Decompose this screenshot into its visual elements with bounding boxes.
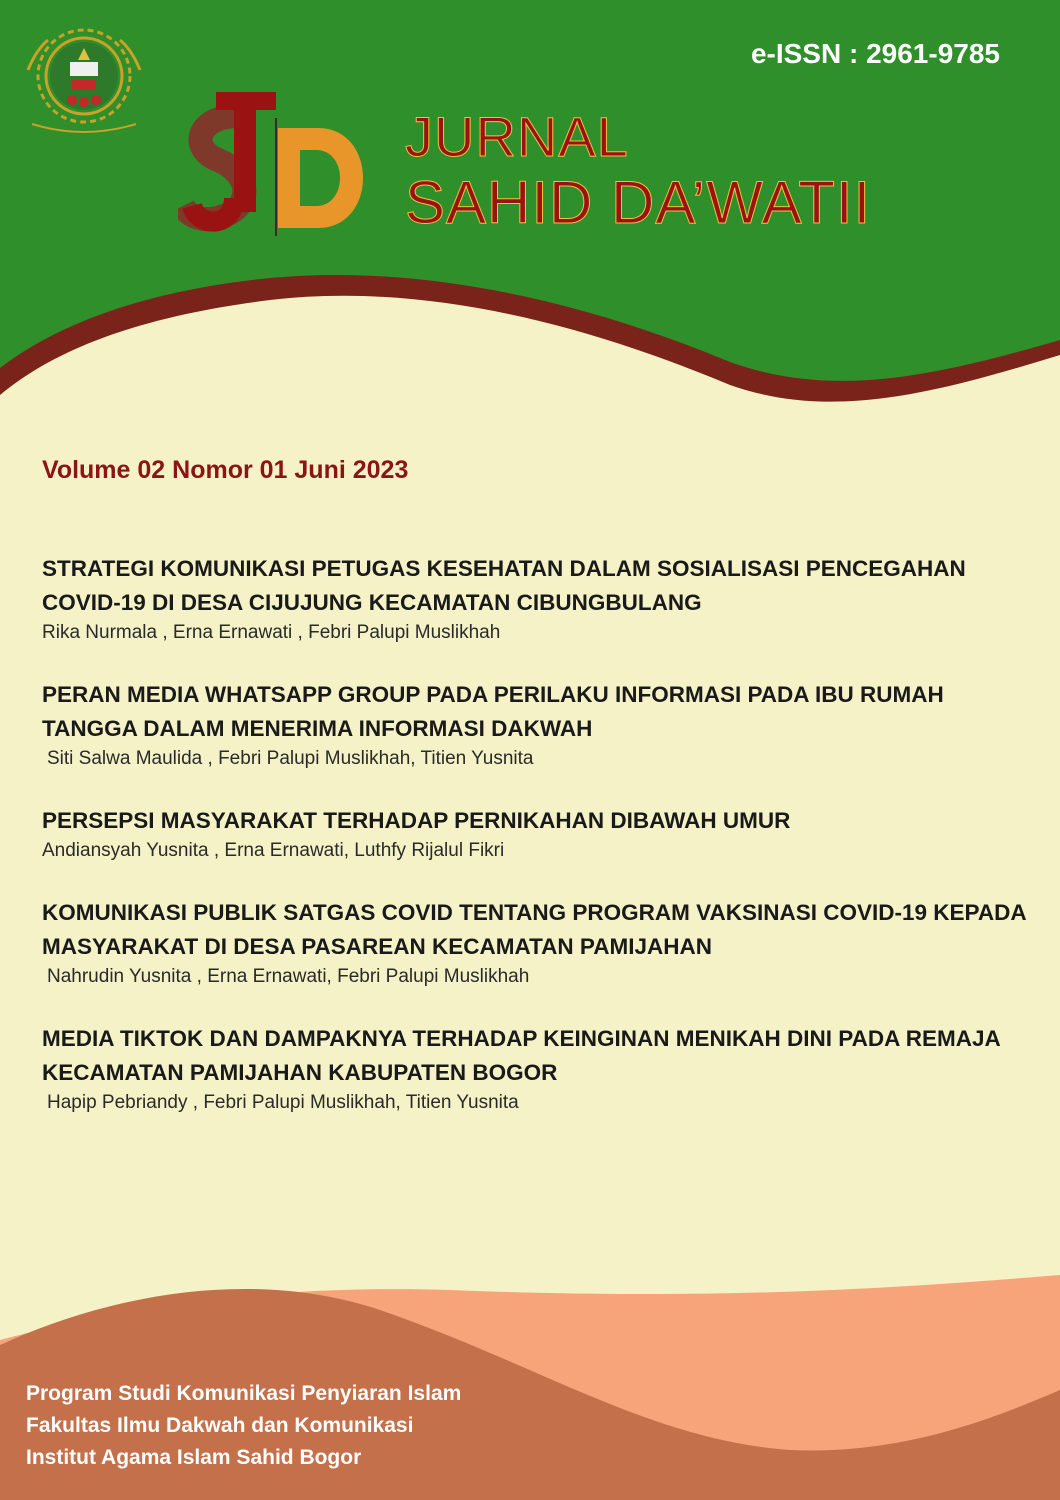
jsd-logo <box>178 88 388 238</box>
article-list <box>42 552 1032 1148</box>
logo-letter-d <box>278 128 363 228</box>
article-title: PERSEPSI MASYARAKAT TERHADAP PERNIKAHAN DIBAWAH UMUR <box>42 808 791 833</box>
journal-name-line1: JURNAL <box>405 105 629 168</box>
issn-label: e-ISSN : 2961-9785 <box>750 38 1000 69</box>
article-title: KOMUNIKASI PUBLIK SATGAS COVID TENTANG PROGRAM VAKSINASI COVID-19 KEPADA MASYARAKAT DI DESA PASAREAN KECAMATAN PAMIJAHAN <box>42 900 1026 959</box>
journal-name-line2: SAHID DA’WATII <box>405 169 872 236</box>
institute-emblem-icon <box>22 20 146 138</box>
article-authors: Hapip Pebriandy , Febri Palupi Muslikhah, Titien Yusnita <box>47 1092 519 1113</box>
article-authors: Andiansyah Yusnita , Erna Ernawati, Luthfy Rijalul Fikri <box>42 840 505 861</box>
publisher-institute: Institut Agama Islam Sahid Bogor <box>26 1446 362 1469</box>
article-item <box>42 678 1032 772</box>
article-item <box>42 552 1032 646</box>
publisher-program: Program Studi Komunikasi Penyiaran Islam <box>26 1382 462 1405</box>
article-item <box>42 804 1032 864</box>
article-title: MEDIA TIKTOK DAN DAMPAKNYA TERHADAP KEINGINAN MENIKAH DINI PADA REMAJA KECAMATAN PAMIJAHAN KABUPATEN BOGOR <box>42 1026 1000 1085</box>
article-authors: Nahrudin Yusnita , Erna Ernawati, Febri Palupi Muslikhah <box>47 966 530 987</box>
article-title: STRATEGI KOMUNIKASI PETUGAS KESEHATAN DALAM SOSIALISASI PENCEGAHAN COVID-19 DI DESA CIJUJUNG KECAMATAN CIBUNGBULANG <box>42 556 966 615</box>
article-item <box>42 1022 1032 1116</box>
article-authors: Rika Nurmala , Erna Ernawati , Febri Palupi Muslikhah <box>42 622 501 643</box>
article-item <box>42 896 1032 990</box>
volume-issue-label: Volume 02 Nomor 01 Juni 2023 <box>42 456 409 484</box>
article-title: PERAN MEDIA WHATSAPP GROUP PADA PERILAKU INFORMASI PADA IBU RUMAH TANGGA DALAM MENERIMA INFORMASI DAKWAH <box>42 682 944 741</box>
publisher-info <box>26 1378 461 1474</box>
publisher-faculty: Fakultas Ilmu Dakwah dan Komunikasi <box>26 1414 414 1437</box>
article-authors: Siti Salwa Maulida , Febri Palupi Muslikhah, Titien Yusnita <box>47 748 534 769</box>
